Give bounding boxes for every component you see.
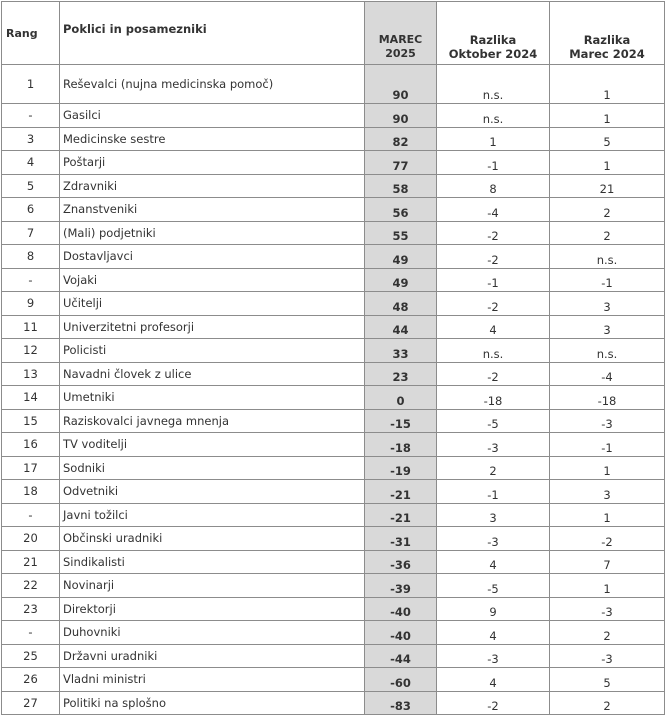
profession-cell: Politiki na splošno xyxy=(60,691,365,715)
diff-october-2024-value: 3 xyxy=(437,503,550,527)
diff-october-2024-value: 4 xyxy=(437,621,550,645)
rank-cell: 17 xyxy=(2,456,60,480)
march-2025-value: -39 xyxy=(365,574,437,598)
diff-october-2024-value: n.s. xyxy=(437,339,550,363)
diff-october-2024-value: -3 xyxy=(437,527,550,551)
march-2025-value: 0 xyxy=(365,386,437,410)
rank-cell: 13 xyxy=(2,362,60,386)
diff-march-2024-value: 3 xyxy=(550,480,665,504)
rank-cell: 26 xyxy=(2,668,60,692)
diff-october-2024-value: -5 xyxy=(437,409,550,433)
profession-cell: Znanstveniki xyxy=(60,198,365,222)
profession-cell: Sodniki xyxy=(60,456,365,480)
header-diff-october-line1: Razlika xyxy=(469,33,517,47)
diff-march-2024-value: 2 xyxy=(550,198,665,222)
table-row xyxy=(2,221,665,245)
profession-cell: Medicinske sestre xyxy=(60,127,365,151)
rank-cell: 16 xyxy=(2,433,60,457)
diff-march-2024-value: 1 xyxy=(550,574,665,598)
march-2025-value: 23 xyxy=(365,362,437,386)
diff-october-2024-value: -3 xyxy=(437,644,550,668)
rank-cell: 20 xyxy=(2,527,60,551)
march-2025-value: 49 xyxy=(365,245,437,269)
diff-october-2024-value: 9 xyxy=(437,597,550,621)
diff-march-2024-value: 1 xyxy=(550,104,665,128)
rank-cell: 14 xyxy=(2,386,60,410)
rank-cell: 25 xyxy=(2,644,60,668)
rank-cell: 8 xyxy=(2,245,60,269)
march-2025-value: -40 xyxy=(365,597,437,621)
diff-october-2024-value: -4 xyxy=(437,198,550,222)
profession-cell: Sindikalisti xyxy=(60,550,365,574)
march-2025-value: 55 xyxy=(365,221,437,245)
diff-october-2024-value: 4 xyxy=(437,315,550,339)
profession-cell: Vojaki xyxy=(60,268,365,292)
diff-october-2024-value: 4 xyxy=(437,668,550,692)
diff-march-2024-value: -1 xyxy=(550,268,665,292)
header-march-2025 xyxy=(365,2,437,65)
rank-cell: 5 xyxy=(2,174,60,198)
header-diff-march-2024 xyxy=(550,2,665,65)
rank-cell: 1 xyxy=(2,65,60,104)
rank-cell: 11 xyxy=(2,315,60,339)
header-diff-october-2024 xyxy=(437,2,550,65)
table-row xyxy=(2,65,665,104)
march-2025-value: 56 xyxy=(365,198,437,222)
header-profession: Poklici in posamezniki xyxy=(60,2,365,65)
table-row xyxy=(2,456,665,480)
table-row xyxy=(2,151,665,175)
diff-march-2024-value: 5 xyxy=(550,127,665,151)
profession-cell: Raziskovalci javnega mnenja xyxy=(60,409,365,433)
rank-cell: 27 xyxy=(2,691,60,715)
march-2025-value: 44 xyxy=(365,315,437,339)
march-2025-value: -83 xyxy=(365,691,437,715)
diff-march-2024-value: 3 xyxy=(550,292,665,316)
march-2025-value: 90 xyxy=(365,104,437,128)
table-row xyxy=(2,409,665,433)
diff-october-2024-value: 4 xyxy=(437,550,550,574)
diff-october-2024-value: 2 xyxy=(437,456,550,480)
diff-march-2024-value: -1 xyxy=(550,433,665,457)
march-2025-value: 77 xyxy=(365,151,437,175)
rank-cell: - xyxy=(2,621,60,645)
table-row xyxy=(2,480,665,504)
rank-cell: 9 xyxy=(2,292,60,316)
rank-cell: - xyxy=(2,503,60,527)
diff-march-2024-value: n.s. xyxy=(550,245,665,269)
diff-october-2024-value: -2 xyxy=(437,362,550,386)
diff-october-2024-value: -18 xyxy=(437,386,550,410)
profession-cell: Javni tožilci xyxy=(60,503,365,527)
diff-march-2024-value: 7 xyxy=(550,550,665,574)
march-2025-value: 49 xyxy=(365,268,437,292)
march-2025-value: -18 xyxy=(365,433,437,457)
profession-cell: Vladni ministri xyxy=(60,668,365,692)
profession-cell: Direktorji xyxy=(60,597,365,621)
march-2025-value: -40 xyxy=(365,621,437,645)
diff-march-2024-value: 5 xyxy=(550,668,665,692)
diff-march-2024-value: n.s. xyxy=(550,339,665,363)
profession-cell: Novinarji xyxy=(60,574,365,598)
diff-october-2024-value: n.s. xyxy=(437,104,550,128)
header-diff-october-line2: Oktober 2024 xyxy=(448,47,538,61)
diff-march-2024-value: -18 xyxy=(550,386,665,410)
diff-october-2024-value: 1 xyxy=(437,127,550,151)
march-2025-value: -15 xyxy=(365,409,437,433)
march-2025-value: 82 xyxy=(365,127,437,151)
rank-cell: 23 xyxy=(2,597,60,621)
rank-cell: - xyxy=(2,104,60,128)
diff-october-2024-value: -1 xyxy=(437,480,550,504)
diff-march-2024-value: -3 xyxy=(550,409,665,433)
table-row xyxy=(2,621,665,645)
rank-cell: 22 xyxy=(2,574,60,598)
rank-cell: 6 xyxy=(2,198,60,222)
march-2025-value: -21 xyxy=(365,503,437,527)
march-2025-value: 33 xyxy=(365,339,437,363)
table-row xyxy=(2,268,665,292)
diff-october-2024-value: -1 xyxy=(437,268,550,292)
table-body xyxy=(2,65,665,715)
table-row xyxy=(2,245,665,269)
rank-cell: 21 xyxy=(2,550,60,574)
profession-cell: TV voditelji xyxy=(60,433,365,457)
table-row xyxy=(2,503,665,527)
march-2025-value: -60 xyxy=(365,668,437,692)
table-row xyxy=(2,292,665,316)
rank-cell: 4 xyxy=(2,151,60,175)
diff-october-2024-value: -2 xyxy=(437,292,550,316)
diff-october-2024-value: -5 xyxy=(437,574,550,598)
rank-cell: 12 xyxy=(2,339,60,363)
profession-cell: Poštarji xyxy=(60,151,365,175)
table-row xyxy=(2,339,665,363)
profession-cell: Policisti xyxy=(60,339,365,363)
profession-cell: Občinski uradniki xyxy=(60,527,365,551)
march-2025-value: 48 xyxy=(365,292,437,316)
profession-cell: Duhovniki xyxy=(60,621,365,645)
profession-cell: Gasilci xyxy=(60,104,365,128)
diff-march-2024-value: 2 xyxy=(550,621,665,645)
profession-cell: Navadni človek z ulice xyxy=(60,362,365,386)
profession-cell: Reševalci (nujna medicinska pomoč) xyxy=(60,65,365,104)
march-2025-value: -31 xyxy=(365,527,437,551)
diff-march-2024-value: -2 xyxy=(550,527,665,551)
diff-march-2024-value: 1 xyxy=(550,151,665,175)
march-2025-value: 58 xyxy=(365,174,437,198)
rank-cell: 18 xyxy=(2,480,60,504)
diff-march-2024-value: 1 xyxy=(550,503,665,527)
table-row xyxy=(2,104,665,128)
diff-october-2024-value: -2 xyxy=(437,221,550,245)
table-row xyxy=(2,362,665,386)
diff-october-2024-value: 8 xyxy=(437,174,550,198)
header-diff-march-line2: Marec 2024 xyxy=(569,47,645,61)
header-row xyxy=(2,2,665,65)
table-row xyxy=(2,127,665,151)
profession-cell: Državni uradniki xyxy=(60,644,365,668)
header-rank: Rang xyxy=(2,2,60,65)
diff-march-2024-value: -3 xyxy=(550,597,665,621)
rank-cell: 15 xyxy=(2,409,60,433)
diff-march-2024-value: 2 xyxy=(550,221,665,245)
march-2025-value: -19 xyxy=(365,456,437,480)
table-row xyxy=(2,386,665,410)
table-row xyxy=(2,574,665,598)
rank-cell: - xyxy=(2,268,60,292)
header-march-2025-line1: MAREC xyxy=(378,33,423,46)
march-2025-value: -36 xyxy=(365,550,437,574)
profession-cell: Odvetniki xyxy=(60,480,365,504)
diff-march-2024-value: 3 xyxy=(550,315,665,339)
table-row xyxy=(2,550,665,574)
profession-cell: Umetniki xyxy=(60,386,365,410)
diff-march-2024-value: 2 xyxy=(550,691,665,715)
diff-october-2024-value: -2 xyxy=(437,245,550,269)
table-row xyxy=(2,198,665,222)
diff-october-2024-value: -3 xyxy=(437,433,550,457)
table-row xyxy=(2,433,665,457)
profession-cell: Učitelji xyxy=(60,292,365,316)
profession-cell: Univerzitetni profesorji xyxy=(60,315,365,339)
header-march-2025-line2: 2025 xyxy=(385,47,416,60)
rank-cell: 3 xyxy=(2,127,60,151)
profession-cell: (Mali) podjetniki xyxy=(60,221,365,245)
diff-march-2024-value: -4 xyxy=(550,362,665,386)
table-row xyxy=(2,691,665,715)
march-2025-value: -44 xyxy=(365,644,437,668)
march-2025-value: 90 xyxy=(365,65,437,104)
diff-march-2024-value: 21 xyxy=(550,174,665,198)
profession-cell: Zdravniki xyxy=(60,174,365,198)
diff-march-2024-value: 1 xyxy=(550,456,665,480)
table-row xyxy=(2,174,665,198)
diff-october-2024-value: -2 xyxy=(437,691,550,715)
table-row xyxy=(2,597,665,621)
trust-ranking-table xyxy=(1,1,665,715)
rank-cell: 7 xyxy=(2,221,60,245)
table-row xyxy=(2,644,665,668)
diff-october-2024-value: -1 xyxy=(437,151,550,175)
diff-march-2024-value: 1 xyxy=(550,65,665,104)
diff-march-2024-value: -3 xyxy=(550,644,665,668)
profession-cell: Dostavljavci xyxy=(60,245,365,269)
header-diff-march-line1: Razlika xyxy=(583,33,631,47)
table-row xyxy=(2,315,665,339)
table-row xyxy=(2,668,665,692)
diff-october-2024-value: n.s. xyxy=(437,65,550,104)
table-row xyxy=(2,527,665,551)
march-2025-value: -21 xyxy=(365,480,437,504)
